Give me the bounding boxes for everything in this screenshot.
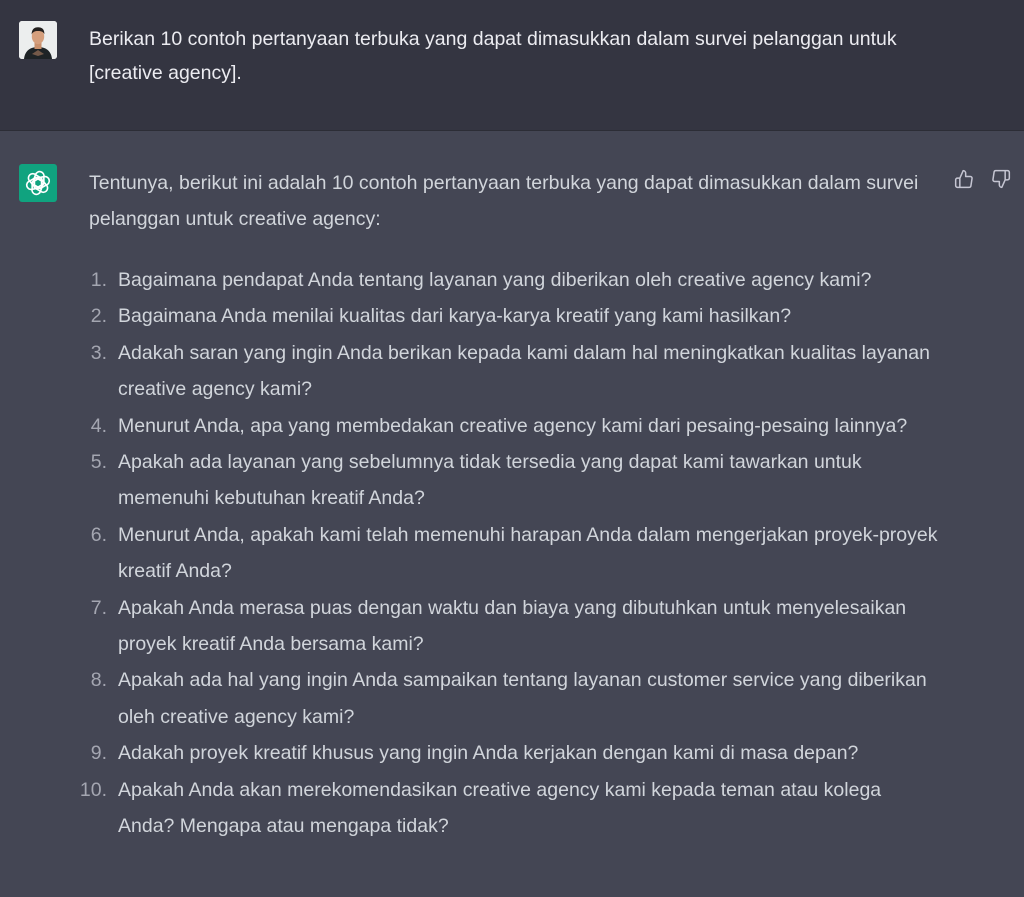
list-item-number: 10. [79, 778, 107, 801]
openai-logo-icon [25, 170, 51, 196]
list-item-text: Adakah proyek kreatif khusus yang ingin Anda kerjakan dengan kami di masa depan? [118, 742, 859, 765]
list-item-text: Bagaimana Anda menilai kualitas dari karya-karya kreatif yang kami hasilkan? [118, 305, 792, 328]
list-item-number: 1. [90, 269, 107, 291]
list-item-number: 3. [90, 341, 107, 364]
list-item-number: 2. [90, 305, 107, 328]
list-item-number: 7. [90, 596, 107, 619]
list-item-number: 9. [90, 742, 107, 765]
list-item-text: Apakah ada hal yang ingin Anda sampaikan tentang layanan customer service yang diberikan oleh creative agency kami? [118, 669, 927, 728]
list-item-number: 6. [90, 523, 107, 546]
list-item-text: Apakah ada layanan yang sebelumnya tidak tersedia yang dapat kami tawarkan untuk memenuhi kebutuhan kreatif Anda? [118, 451, 862, 510]
list-item-text: Menurut Anda, apakah kami telah memenuhi harapan Anda dalam mengerjakan proyek-proyek kreatif Anda? [118, 523, 938, 583]
question-list [79, 262, 939, 845]
list-item [79, 772, 939, 845]
list-item [89, 735, 939, 771]
list-item [89, 335, 939, 408]
list-item [89, 298, 939, 334]
assistant-intro-text: Tentunya, berikut ini adalah 10 contoh pertanyaan terbuka yang dapat dimasukkan dalam survei pelanggan untuk creative agency: [89, 172, 919, 230]
list-item-text: Apakah Anda akan merekomendasikan creative agency kami kepada teman atau kolega Anda? Mengapa atau mengapa tidak? [118, 778, 882, 838]
thumbs-down-icon [991, 169, 1011, 189]
list-item-number: 5. [90, 451, 107, 474]
assistant-message-row [0, 131, 1024, 897]
list-item [89, 408, 939, 444]
list-item-number: 4. [90, 414, 107, 437]
list-item [89, 262, 939, 298]
thumbs-up-icon [954, 169, 974, 189]
list-item-text: Apakah Anda merasa puas dengan waktu dan biaya yang dibutuhkan untuk menyelesaikan proyek kreatif Anda bersama kami? [118, 596, 907, 656]
assistant-avatar [19, 164, 57, 202]
list-item-text: Bagaimana pendapat Anda tentang layanan yang diberikan oleh creative agency kami? [118, 269, 872, 291]
list-item [89, 444, 939, 517]
thumbs-up-button[interactable] [953, 168, 975, 190]
list-item [89, 662, 939, 735]
list-item-number: 8. [90, 669, 107, 692]
user-photo-icon [19, 21, 57, 59]
list-item [89, 590, 939, 663]
user-message-text: Berikan 10 contoh pertanyaan terbuka yang dapat dimasukkan dalam survei pelanggan untuk [creative agency]. [89, 28, 897, 84]
list-item [89, 517, 939, 590]
user-avatar [19, 21, 57, 59]
list-item-text: Menurut Anda, apa yang membedakan creative agency kami dari pesaing-pesaing lainnya? [118, 414, 908, 437]
user-message-row [0, 0, 1024, 131]
thumbs-down-button[interactable] [990, 168, 1012, 190]
list-item-text: Adakah saran yang ingin Anda berikan kepada kami dalam hal meningkatkan kualitas layanan creative agency kami? [118, 341, 930, 401]
